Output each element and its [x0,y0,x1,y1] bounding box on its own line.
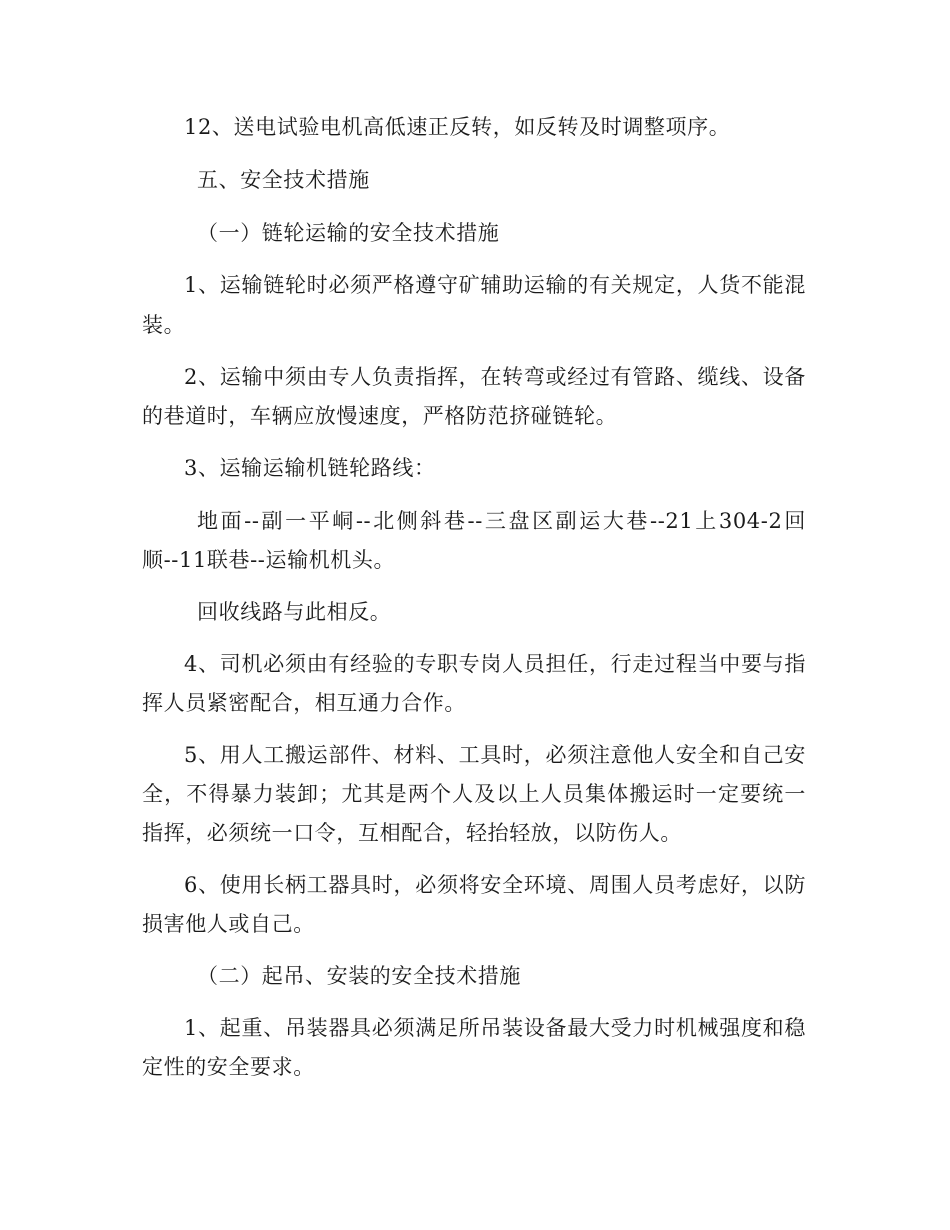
subsection-heading-2: （二）起吊、安装的安全技术措施 [197,964,521,988]
paragraph-line-9: 回收线路与此相反。 [197,600,392,624]
paragraph-line-5: 的巷道时，车辆应放慢速度，严格防范挤碰链轮。 [142,404,618,428]
paragraph-line-10: 4、司机必须由有经验的专职专岗人员担任，行走过程当中要与指 [184,652,806,676]
paragraph-line-18: 定性的安全要求。 [142,1055,315,1079]
paragraph-line-4: 2、运输中须由专人负责指挥，在转弯或经过有管路、缆线、设备 [184,365,806,389]
paragraph-line-17: 1、起重、吊装器具必须满足所吊装设备最大受力时机械强度和稳 [184,1016,806,1040]
paragraph-line-12: 5、用人工搬运部件、材料、工具时，必须注意他人安全和自己安 [184,743,806,767]
section-heading-5: 五、安全技术措施 [197,168,370,192]
paragraph-line-1: 12、送电试验电机高低速正反转，如反转及时调整项序。 [184,115,731,139]
subsection-heading-1: （一）链轮运输的安全技术措施 [197,221,500,245]
paragraph-line-16: 损害他人或自己。 [142,912,315,936]
paragraph-line-13: 全，不得暴力装卸；尤其是两个人及以上人员集体搬运时一定要统一 [142,782,806,806]
paragraph-line-6: 3、运输运输机链轮路线： [184,456,436,480]
paragraph-line-15: 6、使用长柄工器具时，必须将安全环境、周围人员考虑好，以防 [184,873,806,897]
paragraph-line-14: 指挥，必须统一口令，互相配合，轻抬轻放，以防伤人。 [142,821,682,845]
paragraph-line-7: 地面--副一平峒--北侧斜巷--三盘区副运大巷--21上304-2回 [197,509,806,533]
paragraph-line-3: 装。 [142,313,186,337]
paragraph-line-8: 顺--11联巷--运输机机头。 [142,548,396,572]
paragraph-line-2: 1、运输链轮时必须严格遵守矿辅助运输的有关规定，人货不能混 [184,273,806,297]
paragraph-line-11: 挥人员紧密配合，相互通力合作。 [142,691,466,715]
